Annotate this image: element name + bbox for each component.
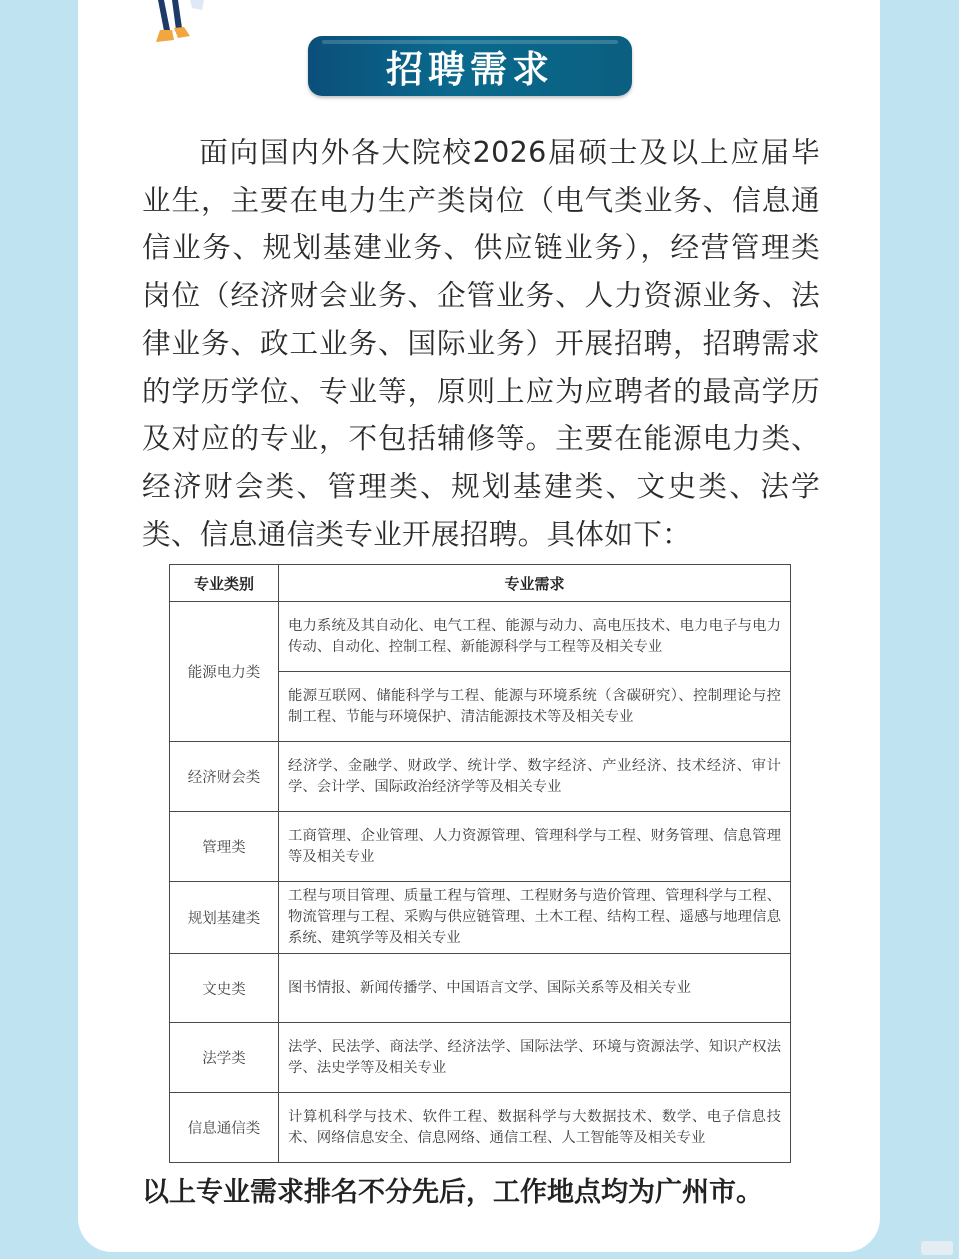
category-cell: 管理类: [170, 812, 279, 882]
category-cell: 规划基建类: [170, 882, 279, 954]
requirement-cell: 能源互联网、储能科学与工程、能源与环境系统（含碳研究）、控制理论与控制工程、节能与环境保护、清洁能源技术等及相关专业: [279, 672, 791, 742]
requirement-cell: 工程与项目管理、质量工程与管理、工程财务与造价管理、管理科学与工程、物流管理与工程、采购与供应链管理、土木工程、结构工程、遥感与地理信息系统、建筑学等及相关专业: [279, 882, 791, 954]
category-cell: 信息通信类: [170, 1093, 279, 1163]
table-row: [170, 954, 791, 1023]
intro-text: [142, 129, 820, 558]
table-row: [170, 602, 791, 672]
cartoon-figure-illustration: [120, 0, 220, 48]
requirements-table: [169, 564, 791, 1163]
category-cell: 法学类: [170, 1023, 279, 1093]
footer-note: 以上专业需求排名不分先后，工作地点均为广州市。: [142, 1177, 763, 1208]
category-cell: 经济财会类: [170, 742, 279, 812]
requirement-cell: 电力系统及其自动化、电气工程、能源与动力、高电压技术、电力电子与电力传动、自动化、控制工程、新能源科学与工程等及相关专业: [279, 602, 791, 672]
category-cell: 能源电力类: [170, 602, 279, 742]
requirement-cell: 法学、民法学、商法学、经济法学、国际法学、环境与资源法学、知识产权法学、法史学等及相关专业: [279, 1023, 791, 1093]
category-cell: 文史类: [170, 954, 279, 1023]
watermark-badge: [921, 1241, 953, 1255]
table-row: [170, 1093, 791, 1163]
table-row: [170, 742, 791, 812]
header-category: 专业类别: [170, 565, 279, 602]
requirement-cell: 图书情报、新闻传播学、中国语言文学、国际关系等及相关专业: [279, 954, 791, 1023]
requirement-cell: 计算机科学与技术、软件工程、数据科学与大数据技术、数学、电子信息技术、网络信息安全、信息网络、通信工程、人工智能等及相关专业: [279, 1093, 791, 1163]
table-row: [170, 882, 791, 954]
table-row: [170, 812, 791, 882]
table-row: [170, 1023, 791, 1093]
section-title: 招聘需求: [386, 48, 554, 91]
table-header-row: [170, 565, 791, 602]
requirement-cell: 工商管理、企业管理、人力资源管理、管理科学与工程、财务管理、信息管理等及相关专业: [279, 812, 791, 882]
banner-highlight: [322, 40, 618, 44]
intro-paragraph: 面向国内外各大院校2026届硕士及以上应届毕业生，主要在电力生产类岗位（电气类业务、信息通信业务、规划基建业务、供应链业务），经营管理类岗位（经济财会业务、企管业务、人力资源业务、法律业务、政工业务、国际业务）开展招聘，招聘需求的学历学位、专业等，原则上应为应聘者的最高学历及对应的专业，不包括辅修等。主要在能源电力类、经济财会类、管理类、规划基建类、文史类、法学类、信息通信类专业开展招聘。具体如下：: [142, 135, 820, 551]
section-title-banner: [308, 36, 632, 96]
header-requirement: 专业需求: [279, 565, 791, 602]
requirement-cell: 经济学、金融学、财政学、统计学、数字经济、产业经济、技术经济、审计学、会计学、国际政治经济学等及相关专业: [279, 742, 791, 812]
